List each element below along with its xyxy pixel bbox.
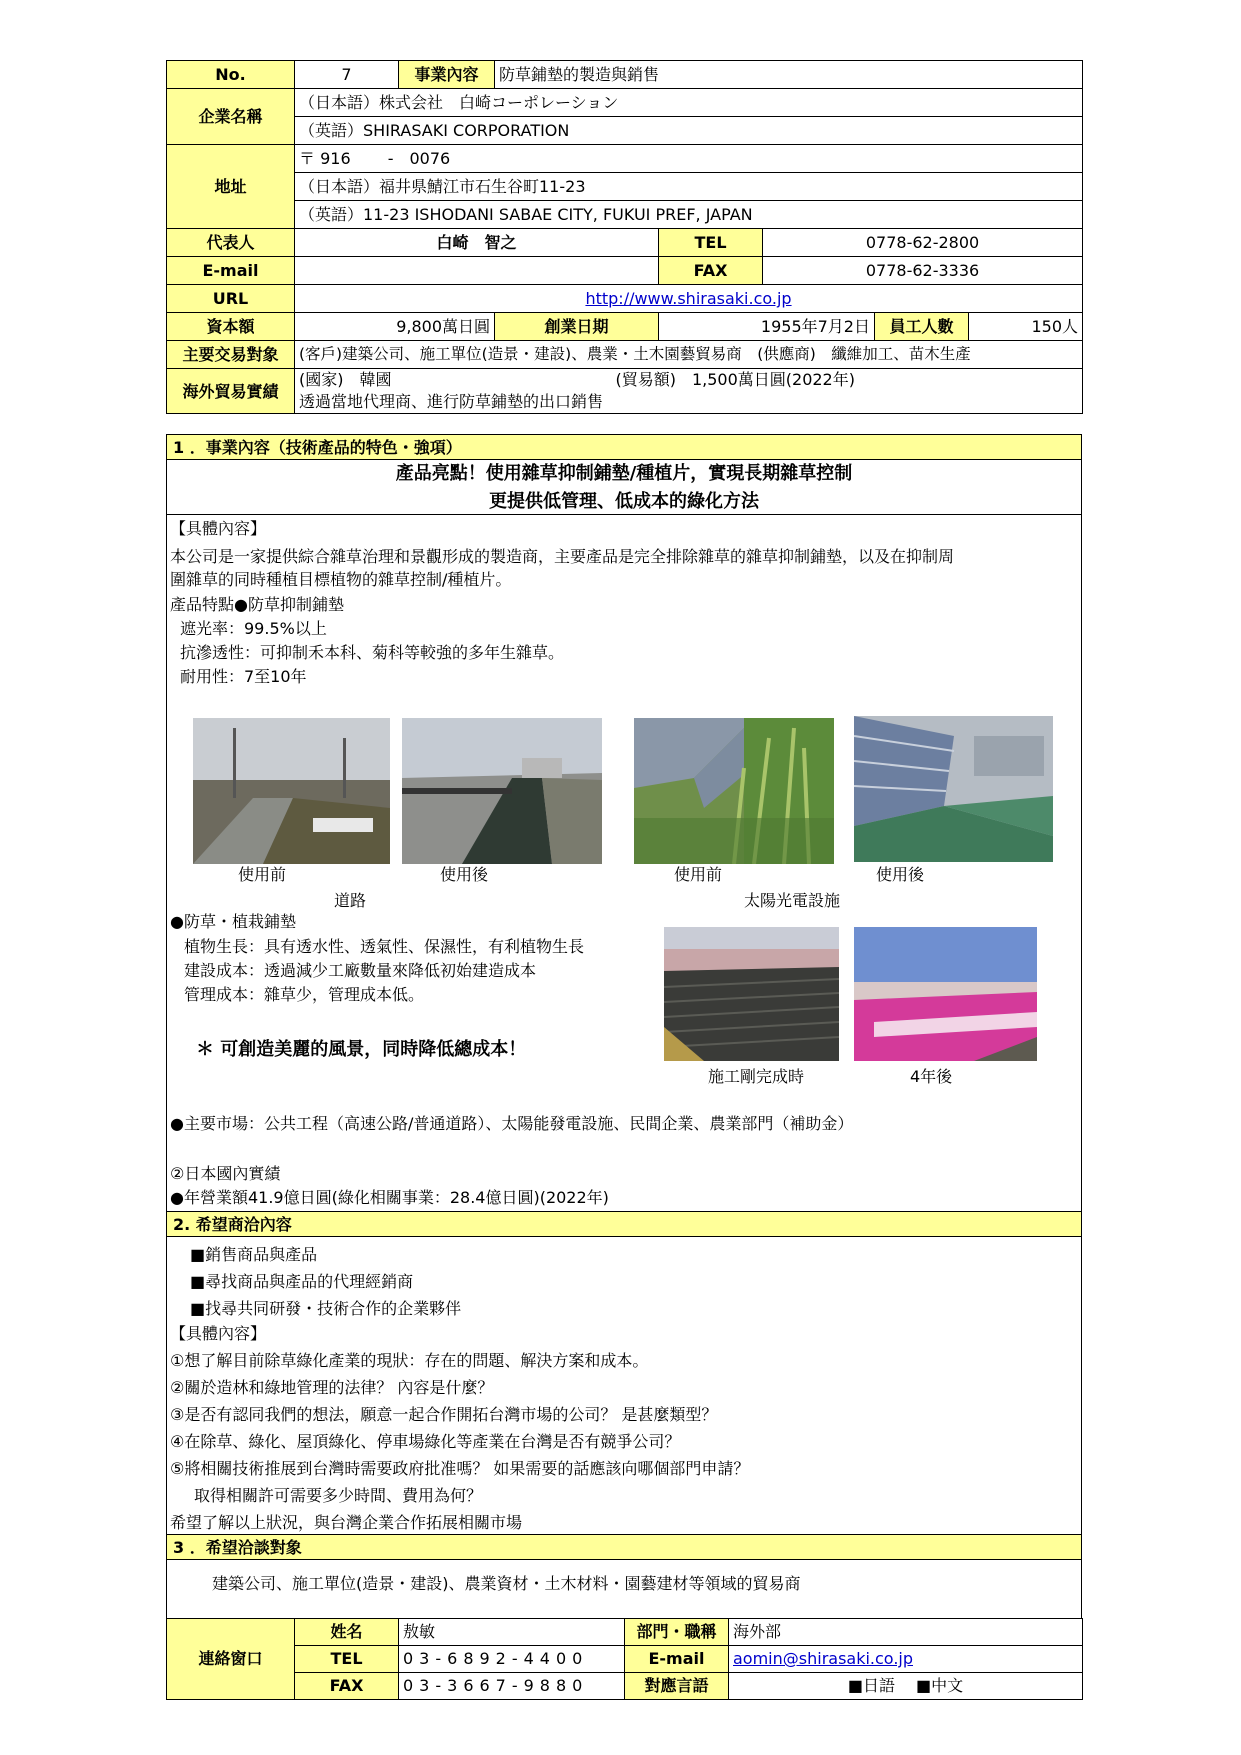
- tel-label: TEL: [659, 229, 763, 257]
- wish-item-distributor: ■尋找商品與產品的代理經銷商: [190, 1272, 414, 1291]
- contact-tel-value: 03-6892-4400: [399, 1646, 625, 1673]
- founded-value: 1955年7月2日: [659, 313, 875, 341]
- founded-label: 創業日期: [495, 313, 659, 341]
- address-jp: （日本語）福井県鯖江市石生谷町11-23: [295, 173, 1083, 201]
- feature-shading: 遮光率：99.5%以上: [180, 619, 327, 638]
- solar-before-photo: [634, 718, 834, 864]
- employees-value: 150人: [969, 313, 1083, 341]
- road-after-photo: [402, 718, 602, 864]
- caption-solar-after: 使用後: [876, 865, 925, 884]
- caption-4years: 4年後: [910, 1067, 953, 1086]
- section2-detail-heading: 【具體內容】: [170, 1324, 267, 1343]
- contact-lang-value: ■日語 ■中文: [729, 1673, 1083, 1700]
- caption-solar-before: 使用前: [674, 865, 723, 884]
- section3-title: 3 ．希望洽談對象: [166, 1534, 1082, 1560]
- company-info-table: [166, 60, 1083, 414]
- section1-headline: [166, 459, 1082, 515]
- caption-road: 道路: [334, 891, 367, 910]
- question-2: ②關於造林和綠地管理的法律？ 內容是什麼？: [170, 1378, 494, 1397]
- plant-mat-heading: ●防草・植栽鋪墊: [170, 912, 296, 931]
- no-value: 7: [295, 61, 399, 89]
- company-info-sheet: [166, 60, 1082, 414]
- question-5-cont: 取得相關許可需要多少時間、費用為何？: [194, 1486, 483, 1505]
- detail-heading: 【具體內容】: [170, 519, 267, 538]
- target-partners: 建築公司、施工單位(造景・建設)、農業資材・土木材料・園藝建材等領域的貿易商: [212, 1574, 801, 1593]
- company-name-jp: （日本語）株式会社 白崎コーポレーション: [295, 89, 1083, 117]
- feature-durability: 耐用性：7至10年: [180, 667, 307, 686]
- company-name-en: （英語）SHIRASAKI CORPORATION: [295, 117, 1083, 145]
- capital-label: 資本額: [167, 313, 295, 341]
- caption-done: 施工剛完成時: [708, 1067, 805, 1086]
- email-value: [295, 257, 659, 285]
- section1-title: 1 ．事業內容（技術產品的特色・強項）: [166, 434, 1082, 460]
- overseas-line2: 透過當地代理商、進行防草鋪墊的出口銷售: [295, 391, 1083, 414]
- partners-label: 主要交易對象: [167, 341, 295, 369]
- contact-lang-label: 對應言語: [625, 1673, 729, 1700]
- contact-name-value: 敖敏: [399, 1619, 625, 1646]
- contact-dept-label: 部門・職稱: [625, 1619, 729, 1646]
- intro-line2: 圍雜草的同時種植目標植物的雜草控制/種植片。: [170, 570, 512, 589]
- contact-fax-label: FAX: [295, 1673, 399, 1700]
- url-cell: [295, 285, 1083, 313]
- caption-solar: 太陽光電設施: [744, 891, 841, 910]
- headline-line1: 產品亮點！使用雜草抑制鋪墊/種植片，實現長期雜草控制: [395, 463, 853, 484]
- business-label: 事業內容: [399, 61, 495, 89]
- solar-after-photo: [854, 716, 1053, 862]
- contact-label: 連絡窗口: [167, 1619, 295, 1700]
- contact-dept-value: 海外部: [729, 1619, 1083, 1646]
- wish-item-sales: ■銷售商品與產品: [190, 1245, 318, 1264]
- contact-tel-label: TEL: [295, 1646, 399, 1673]
- wish-item-partner: ■找尋共同研發・技術合作的企業夥伴: [190, 1299, 462, 1318]
- url-link[interactable]: http://www.shirasaki.co.jp: [585, 289, 792, 308]
- caption-road-after: 使用後: [440, 865, 489, 884]
- representative-value: 白崎 智之: [295, 229, 659, 257]
- feature-heading: 產品特點●防草抑制鋪墊: [170, 595, 344, 614]
- contact-name-label: 姓名: [295, 1619, 399, 1646]
- representative-label: 代表人: [167, 229, 295, 257]
- business-value: 防草鋪墊的製造與銷售: [495, 61, 1083, 89]
- road-before-photo: [193, 718, 390, 864]
- section2-title: 2. 希望商洽內容: [166, 1211, 1082, 1237]
- question-3: ③是否有認同我們的想法，願意一起合作開拓台灣市場的公司？ 是甚麼類型？: [170, 1405, 718, 1424]
- postal-code: 〒 916 - 0076: [295, 145, 1083, 173]
- planting-4years-photo: [854, 927, 1037, 1061]
- fax-value: 0778-62-3336: [763, 257, 1083, 285]
- slogan: ＊ 可創造美麗的風景，同時降低總成本！: [196, 1039, 527, 1060]
- capital-value: 9,800萬日圓: [295, 313, 495, 341]
- contact-table: [166, 1618, 1083, 1700]
- domestic-results-heading: ②日本國內實績: [170, 1164, 281, 1183]
- question-5: ⑤將相關技術推展到台灣時需要政府批准嗎？ 如果需要的話應該向哪個部門申請？: [170, 1459, 750, 1478]
- overseas-label: 海外貿易實績: [167, 369, 295, 414]
- plant-construction-cost: 建設成本：透過減少工廠數量來降低初始建造成本: [184, 961, 537, 980]
- feature-penetration: 抗滲透性：可抑制禾本科、菊科等較強的多年生雜草。: [180, 643, 565, 662]
- contact-email-cell: [729, 1646, 1083, 1673]
- section2-closing: 希望了解以上狀況，與台灣企業合作拓展相關市場: [170, 1513, 523, 1532]
- planting-done-photo: [664, 927, 839, 1061]
- fax-label: FAX: [659, 257, 763, 285]
- plant-growth: 植物生長：具有透水性、透氣性、保濕性，有利植物生長: [184, 937, 585, 956]
- company-label: 企業名稱: [167, 89, 295, 145]
- url-label: URL: [167, 285, 295, 313]
- tel-value: 0778-62-2800: [763, 229, 1083, 257]
- contact-fax-value: 03-3667-9880: [399, 1673, 625, 1700]
- question-1: ①想了解目前除草綠化產業的現狀：存在的問題、解決方案和成本。: [170, 1351, 649, 1370]
- address-label: 地址: [167, 145, 295, 229]
- intro-line1: 本公司是一家提供綜合雜草治理和景觀形成的製造商，主要產品是完全排除雜草的雜草抑制鋪墊，以及在抑制周: [170, 547, 955, 566]
- contact-email-link[interactable]: aomin@shirasaki.co.jp: [733, 1649, 913, 1668]
- overseas-line1: (國家) 韓國 (貿易額) 1,500萬日圓(2022年): [295, 369, 1083, 392]
- annual-sales: ●年營業額41.9億日圓(綠化相關事業：28.4億日圓)(2022年): [170, 1188, 609, 1207]
- address-en: （英語）11-23 ISHODANI SABAE CITY, FUKUI PREF, JAPAN: [295, 201, 1083, 229]
- caption-road-before: 使用前: [238, 865, 287, 884]
- plant-management-cost: 管理成本：雜草少，管理成本低。: [184, 985, 425, 1004]
- no-label: No.: [167, 61, 295, 89]
- email-label: E-mail: [167, 257, 295, 285]
- question-4: ④在除草、綠化、屋頂綠化、停車場綠化等產業在台灣是否有競爭公司？: [170, 1432, 681, 1451]
- headline-line2: 更提供低管理、低成本的綠化方法: [489, 491, 759, 512]
- employees-label: 員工人數: [875, 313, 969, 341]
- partners-value: (客戶)建築公司、施工單位(造景・建設)、農業・土木園藝貿易商 (供應商) 纖維加工、苗木生產: [295, 341, 1083, 369]
- contact-email-label: E-mail: [625, 1646, 729, 1673]
- main-market: ●主要市場：公共工程（高速公路/普通道路）、太陽能發電設施、民間企業、農業部門（補助金）: [170, 1114, 854, 1133]
